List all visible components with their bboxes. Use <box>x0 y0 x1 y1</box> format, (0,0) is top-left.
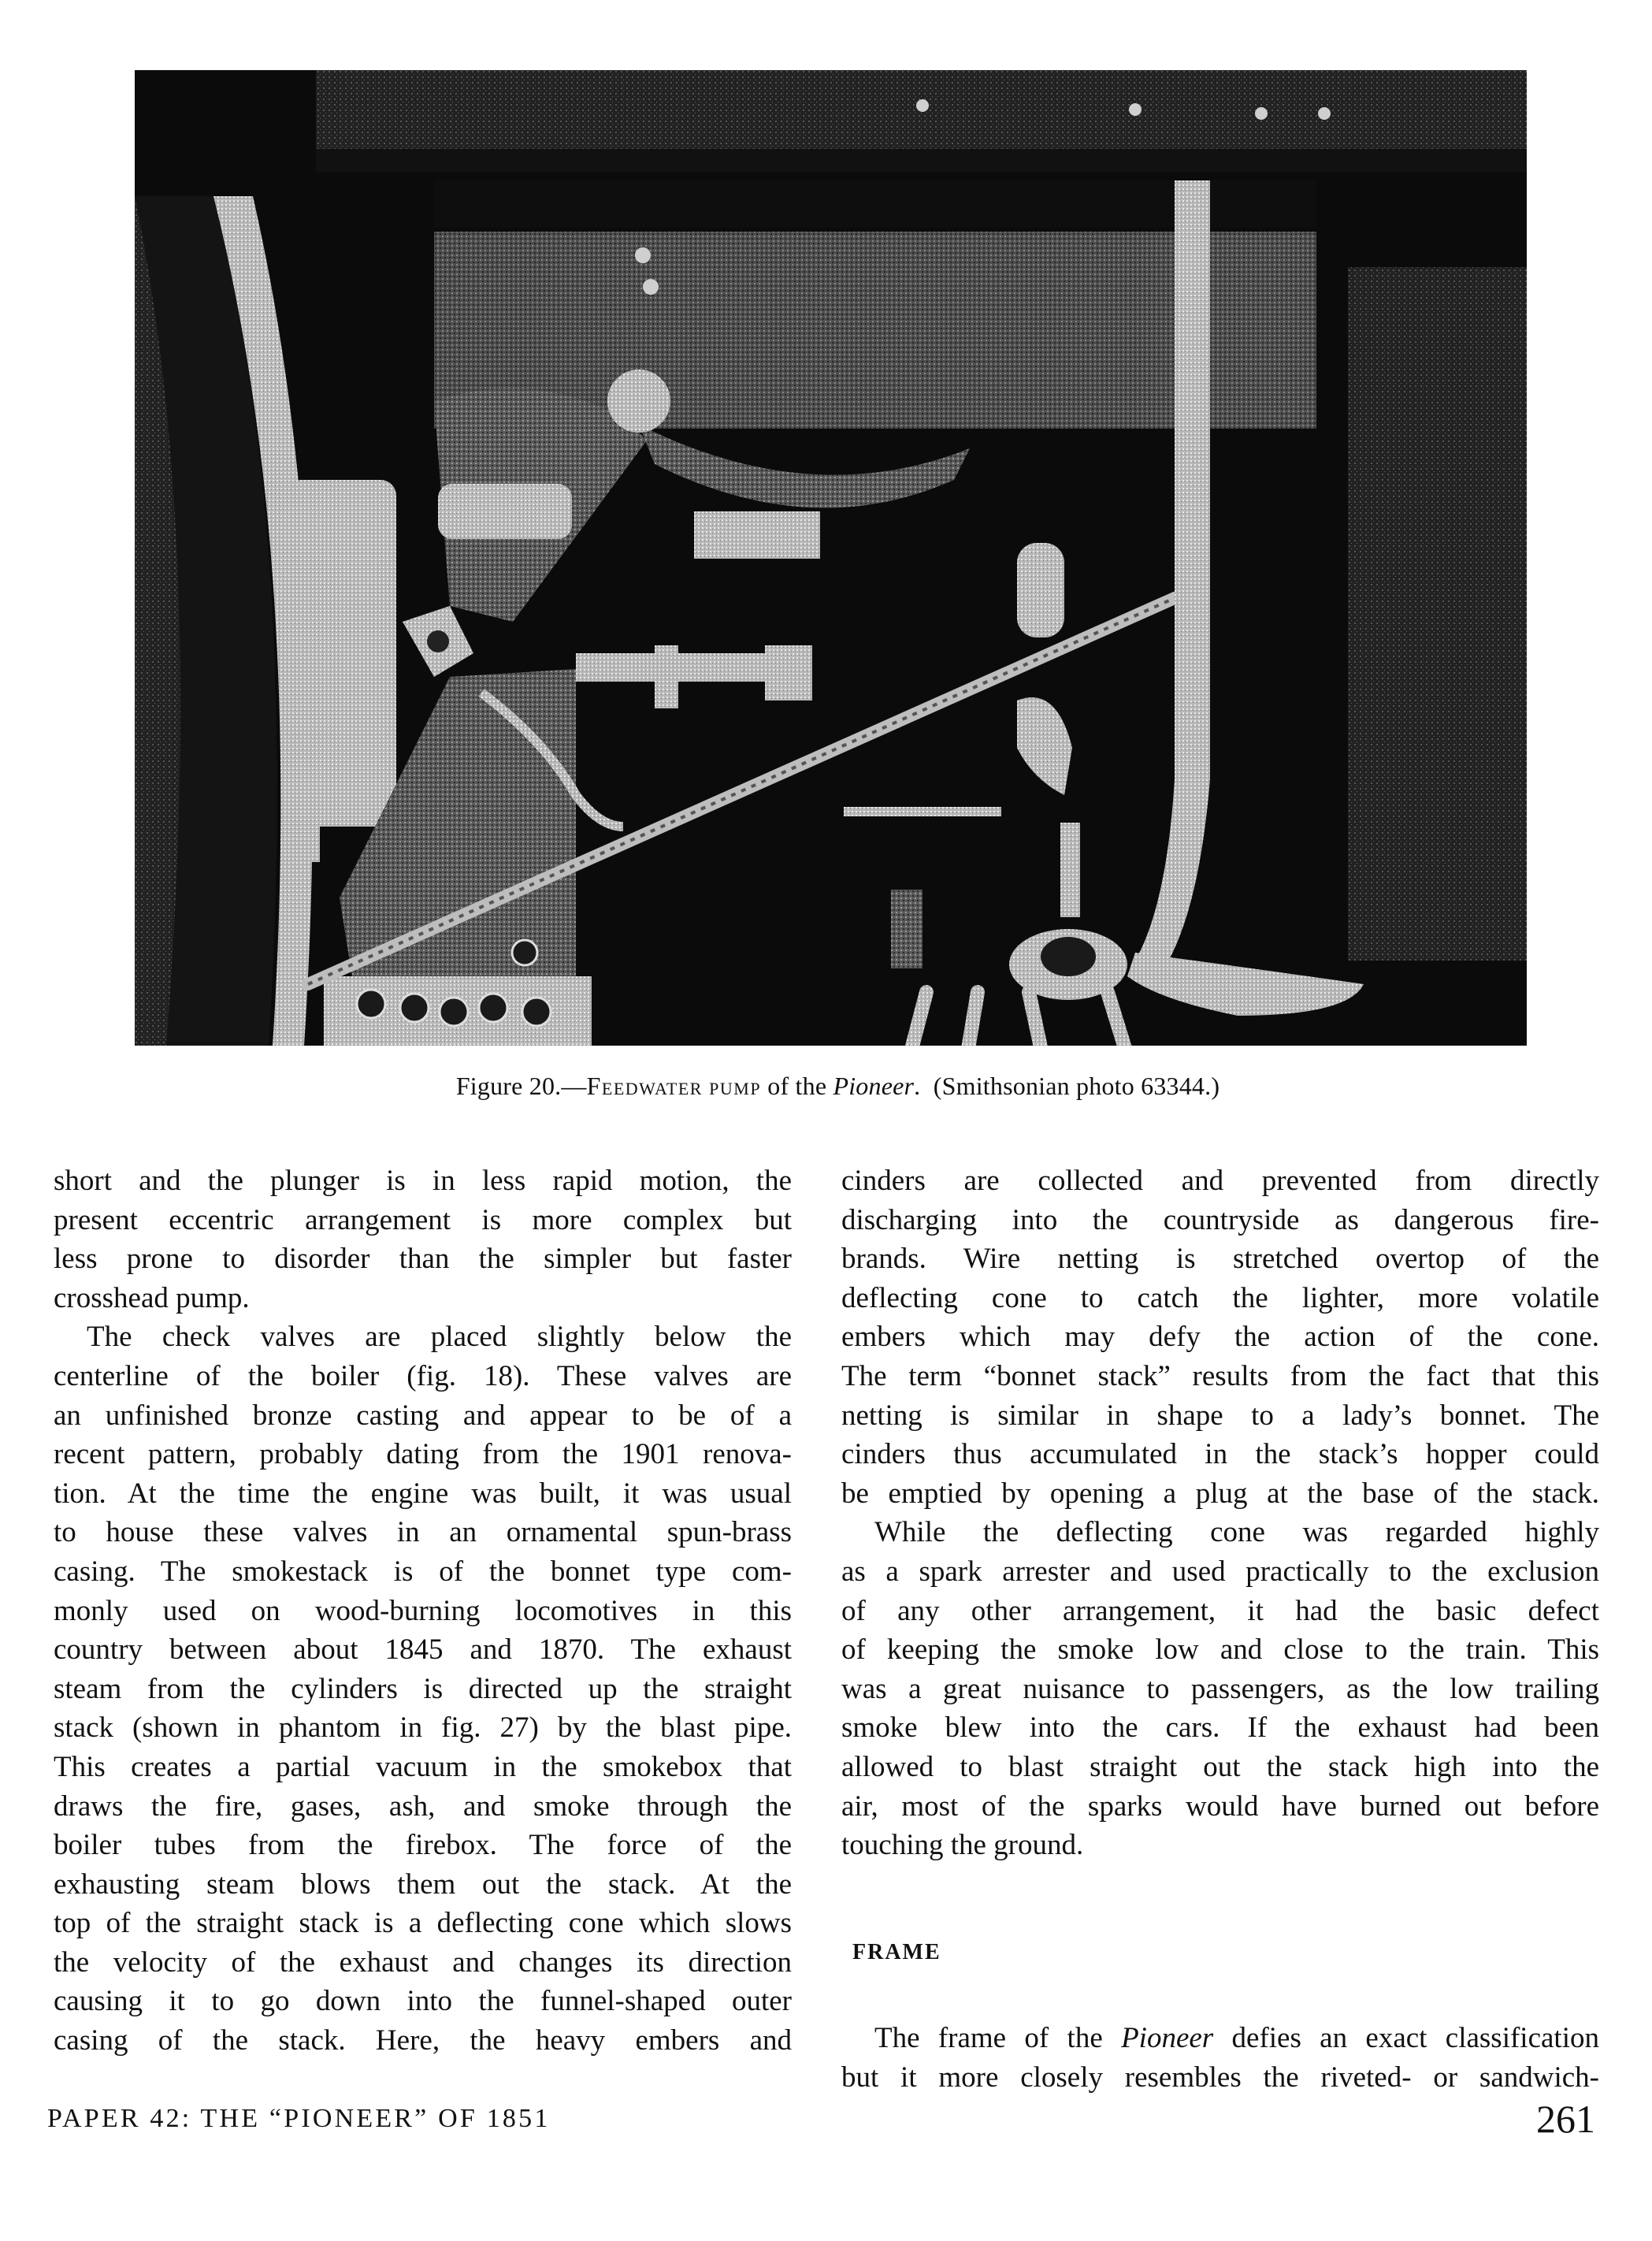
text-line: monly used on wood-burning locomotives in this <box>54 1594 792 1627</box>
text-line: crosshead pump. <box>54 1281 250 1314</box>
caption-dash: — <box>561 1072 587 1100</box>
text-line: an unfinished bronze casting and appear to be of a <box>54 1399 792 1432</box>
text-line: was a great nuisance to passengers, as the low trailing <box>841 1672 1599 1705</box>
text-line: draws the fire, gases, ash, and smoke through the <box>54 1789 792 1823</box>
caption-locomotive-name: Pioneer <box>833 1072 915 1100</box>
text-line: cinders are collected and prevented from directly <box>841 1165 1599 1197</box>
text-line: recent pattern, probably dating from the 1901 renova- <box>54 1438 792 1471</box>
text-line <box>841 2019 1599 2058</box>
text-line: The check valves are placed slightly below the <box>87 1321 792 1354</box>
frame-section-text <box>841 2019 1599 2097</box>
right-column <box>841 1161 1599 1865</box>
text-line: exhausting steam blows them out the stack. At the <box>54 1868 792 1901</box>
text-line: of keeping the smoke low and close to the train. This <box>841 1633 1599 1667</box>
text-line: smoke blew into the cars. If the exhaust had been <box>841 1711 1599 1745</box>
text-line: air, most of the sparks would have burned out before <box>841 1789 1599 1823</box>
caption-photo-credit: (Smithsonian photo 63344.) <box>933 1072 1220 1100</box>
left-column <box>54 1161 792 2061</box>
figure-number: 20. <box>529 1072 562 1100</box>
text-line: less prone to disorder than the simpler but faster <box>54 1243 792 1276</box>
caption-title-word-2: pump <box>709 1072 762 1100</box>
caption-prefix: Figure <box>455 1072 529 1100</box>
text-line: casing of the stack. Here, the heavy embers and <box>54 2024 792 2057</box>
text-line: boiler tubes from the firebox. The force of the <box>54 1829 792 1862</box>
text-line: but it more closely resembles the riveted- or sandwich- <box>841 2061 1599 2094</box>
text-line: casing. The smokestack is of the bonnet type com- <box>54 1555 792 1588</box>
caption-title-word-1: Feedwater <box>586 1072 703 1100</box>
feedwater-pump-photo <box>135 70 1527 1046</box>
text-line: as a spark arrester and used practically to the exclusion <box>841 1555 1599 1588</box>
text-line: of any other arrangement, it had the basic defect <box>841 1594 1599 1627</box>
text-line: country between about 1845 and 1870. The exhaust <box>54 1633 792 1667</box>
text-line: be emptied by opening a plug at the base of the stack. <box>841 1477 1599 1510</box>
text-line: allowed to blast straight out the stack high into the <box>841 1750 1599 1783</box>
figure-caption <box>0 1070 1652 1102</box>
text-line: netting is similar in shape to a lady’s bonnet. The <box>841 1399 1599 1432</box>
text-line: cinders thus accumulated in the stack’s hopper could <box>841 1438 1599 1471</box>
caption-period: . <box>914 1072 921 1100</box>
figure-photo <box>135 70 1527 1046</box>
text-line: steam from the cylinders is directed up the straight <box>54 1672 792 1705</box>
text-line: stack (shown in phantom in fig. 27) by the blast pipe. <box>54 1711 792 1745</box>
text-line: This creates a partial vacuum in the smokebox that <box>54 1750 792 1783</box>
caption-mid: of the <box>761 1072 833 1100</box>
text-line: centerline of the boiler (fig. 18). These valves are <box>54 1359 792 1392</box>
page-number: 261 <box>1536 2097 1595 2141</box>
running-footer-title: PAPER 42: THE “PIONEER” OF 1851 <box>47 2104 551 2133</box>
text-line: tion. At the time the engine was built, it was usual <box>54 1477 792 1510</box>
text-fragment: The frame of the <box>874 2022 1122 2054</box>
text-line: embers which may defy the action of the cone. <box>841 1321 1599 1354</box>
text-line: The term “bonnet stack” results from the fact that this <box>841 1359 1599 1392</box>
text-line: short and the plunger is in less rapid motion, the <box>54 1165 792 1197</box>
text-fragment: defies an exact classification <box>1213 2022 1599 2054</box>
text-line: to house these valves in an ornamental spun-brass <box>54 1516 792 1549</box>
text-line: While the deflecting cone was regarded highly <box>874 1516 1599 1549</box>
section-heading-frame: FRAME <box>852 1940 941 1964</box>
text-line: present eccentric arrangement is more complex but <box>54 1203 792 1236</box>
text-line: top of the straight stack is a deflecting cone which slows <box>54 1907 792 1940</box>
text-line: brands. Wire netting is stretched overtop of the <box>841 1243 1599 1276</box>
text-line: deflecting cone to catch the lighter, more volatile <box>841 1281 1599 1314</box>
text-line: discharging into the countryside as dangerous fire- <box>841 1203 1599 1236</box>
locomotive-name: Pioneer <box>1121 2022 1214 2054</box>
text-line: the velocity of the exhaust and changes its direction <box>54 1946 792 1979</box>
text-line: causing it to go down into the funnel-shaped outer <box>54 1985 792 2018</box>
text-line: touching the ground. <box>841 1829 1084 1862</box>
